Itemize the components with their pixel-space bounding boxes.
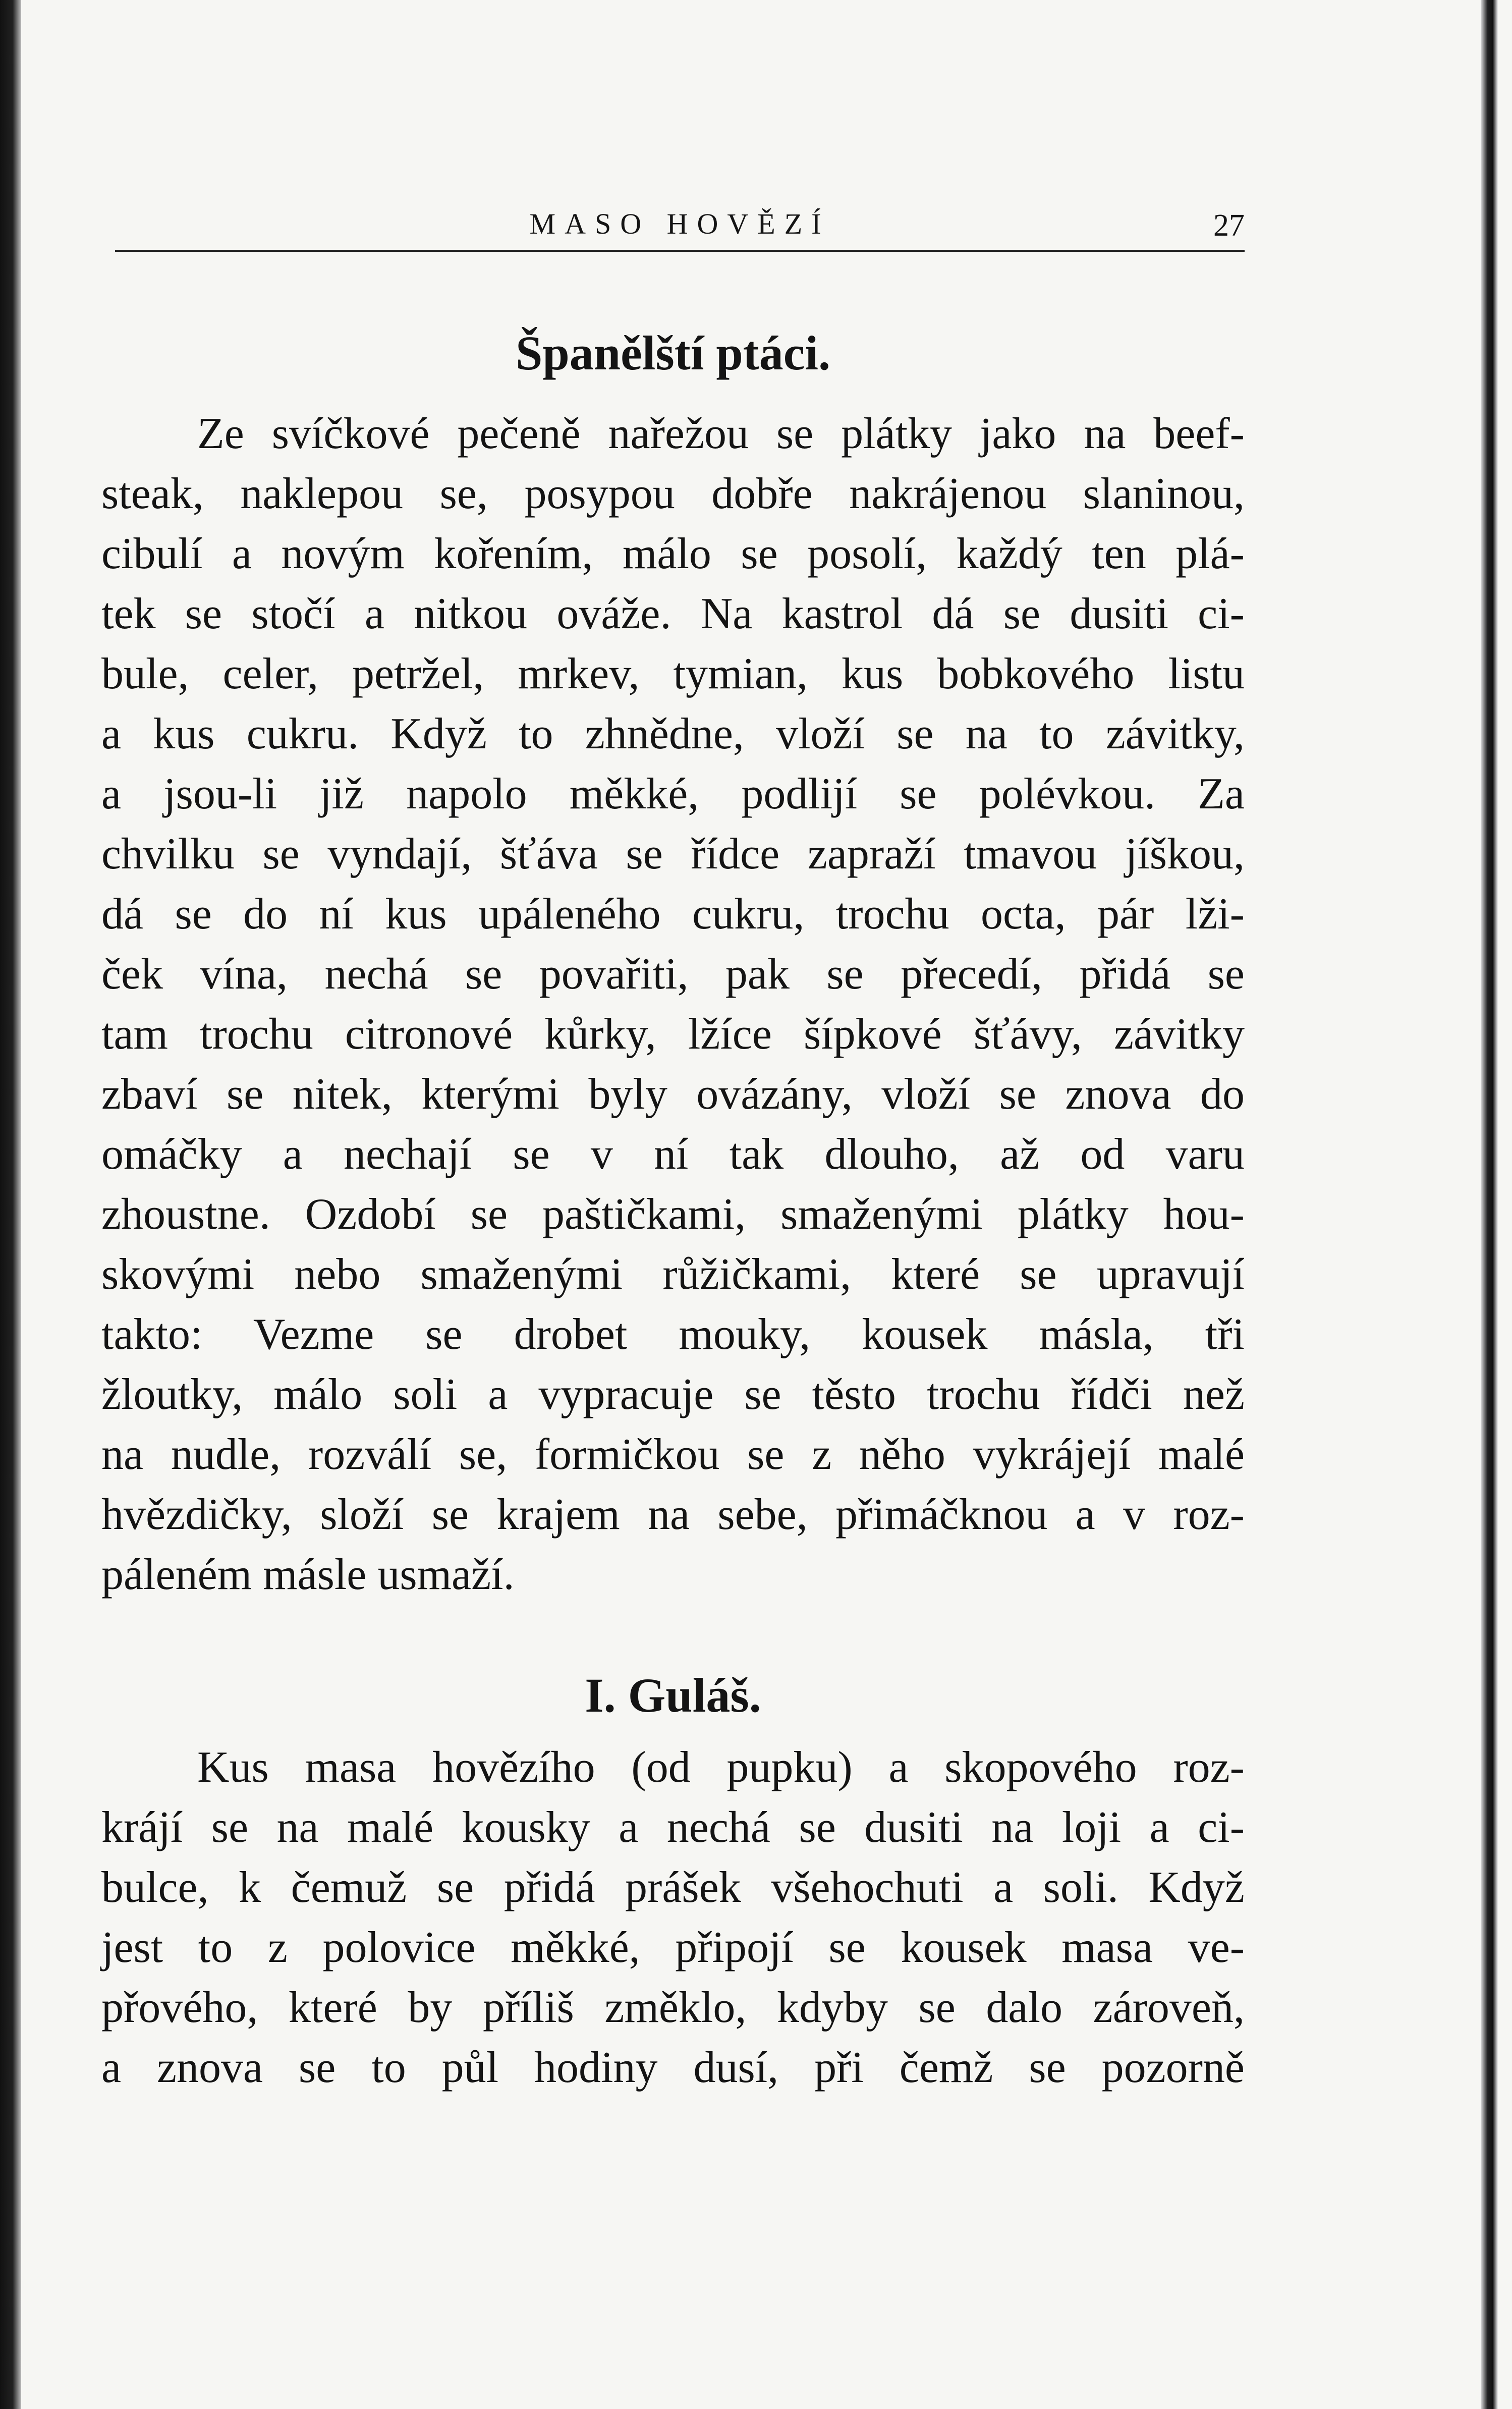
text-line: tam trochu citronové kůrky, lžíce šípkové šťávy, závitky (101, 1010, 1245, 1059)
text-line: Ze svíčkové pečeně nařežou se plátky jako na beef- (197, 409, 1245, 458)
text-line: žloutky, málo soli a vypracuje se těsto trochu řídči než (101, 1370, 1245, 1419)
recipe-paragraph-gulas (101, 1737, 1245, 2098)
book-binding-edge (0, 0, 21, 2409)
text-line: krájí se na malé kousky a nechá se dusiti na loji a ci- (101, 1803, 1245, 1852)
section-heading-gulas: I. Guláš. (585, 1668, 761, 1722)
text-line: přového, které by příliš změklo, kdyby se dalo zároveň, (101, 1983, 1245, 2032)
recipe-paragraph-spanelsti-ptaci (101, 404, 1245, 1605)
text-line: steak, naklepou se, posypou dobře nakrájenou slaninou, (101, 469, 1245, 518)
text-line: bule, celer, petržel, mrkev, tymian, kus bobkového listu (101, 649, 1245, 698)
text-line: takto: Vezme se drobet mouky, kousek másla, tři (101, 1310, 1245, 1359)
section-heading-spanelsti-ptaci: Španělští ptáci. (515, 326, 831, 380)
text-line: Kus masa hovězího (od pupku) a skopového roz- (197, 1743, 1245, 1792)
text-line: a jsou-li již napolo měkké, podlijí se polévkou. Za (101, 770, 1245, 818)
text-line: bulce, k čemuž se přidá prášek všehochuti a soli. Když (101, 1863, 1245, 1912)
text-line: páleném másle usmaží. (101, 1550, 515, 1599)
text-line: a znova se to půl hodiny dusí, při čemž se pozorně (101, 2043, 1245, 2092)
text-line: ček vína, nechá se povařiti, pak se přecedí, přidá se (101, 950, 1245, 999)
text-line: skovými nebo smaženými růžičkami, které se upravují (101, 1250, 1245, 1299)
text-line: dá se do ní kus upáleného cukru, trochu octa, pár lži- (101, 890, 1245, 939)
running-head-title: MASO HOVĚZÍ (529, 207, 830, 240)
text-line: tek se stočí a nitkou ováže. Na kastrol dá se dusiti ci- (101, 589, 1245, 638)
text-line: zhoustne. Ozdobí se paštičkami, smaženými plátky hou- (101, 1190, 1245, 1239)
text-line: chvilku se vyndají, šťáva se řídce zapraží tmavou jíškou, (101, 830, 1245, 879)
page-edge-shadow (1481, 0, 1498, 2409)
text-line: a kus cukru. Když to zhnědne, vloží se na to závitky, (101, 709, 1245, 758)
text-line: cibulí a novým kořením, málo se posolí, každý ten plá- (101, 529, 1245, 578)
header-rule (115, 250, 1245, 252)
text-line: hvězdičky, složí se krajem na sebe, přimáčknou a v roz- (101, 1490, 1245, 1539)
text-line: zbaví se nitek, kterými byly ovázány, vloží se znova do (101, 1070, 1245, 1119)
page-number: 27 (1213, 208, 1245, 243)
text-line: na nudle, rozválí se, formičkou se z něho vykrájejí malé (101, 1430, 1245, 1479)
running-head (115, 202, 1245, 242)
text-line: omáčky a nechají se v ní tak dlouho, až od varu (101, 1130, 1245, 1179)
text-line: jest to z polovice měkké, připojí se kousek masa ve- (101, 1923, 1245, 1972)
